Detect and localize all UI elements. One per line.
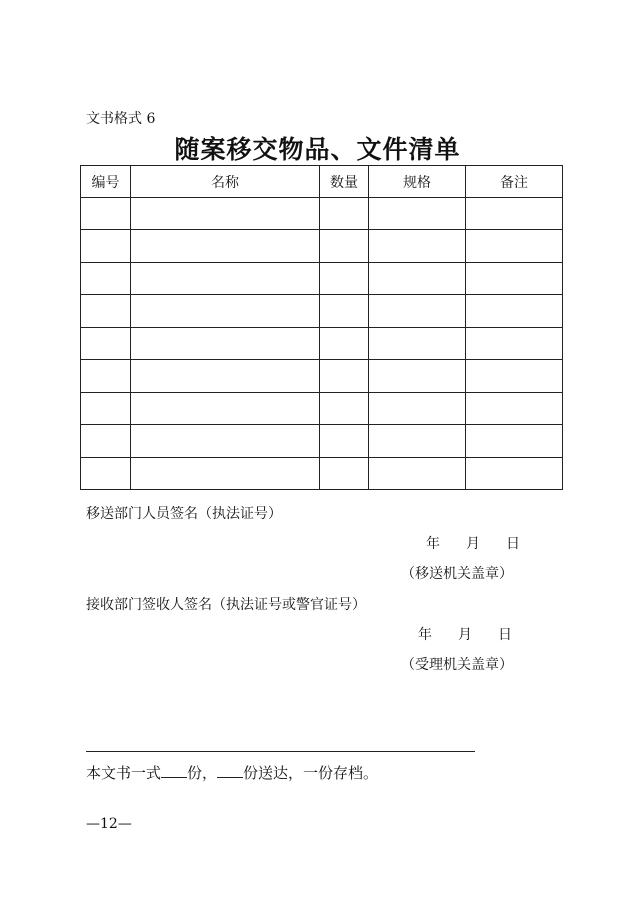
cell-spec[interactable]	[369, 230, 466, 262]
cell-remarks[interactable]	[466, 295, 563, 327]
copies-blank-delivered[interactable]	[217, 763, 243, 778]
table-row	[81, 425, 563, 457]
receive-day-label: 日	[498, 627, 512, 643]
cell-remarks[interactable]	[466, 327, 563, 359]
transfer-day-label: 日	[506, 536, 520, 552]
cell-quantity[interactable]	[320, 425, 369, 457]
cell-quantity[interactable]	[320, 295, 369, 327]
cell-remarks[interactable]	[466, 425, 563, 457]
cell-spec[interactable]	[369, 262, 466, 294]
table-row	[81, 457, 563, 490]
copies-text-1: 本文书一式	[86, 764, 162, 782]
cell-quantity[interactable]	[320, 230, 369, 262]
cell-spec[interactable]	[369, 198, 466, 230]
cell-quantity[interactable]	[320, 198, 369, 230]
cell-spec[interactable]	[369, 327, 466, 359]
cell-spec[interactable]	[369, 360, 466, 392]
cell-spec[interactable]	[369, 295, 466, 327]
cell-remarks[interactable]	[466, 457, 563, 490]
cell-name[interactable]	[131, 327, 320, 359]
page-number: —12—	[86, 816, 132, 832]
cell-number[interactable]	[81, 392, 131, 424]
receive-seal-note: （受理机关盖章）	[401, 657, 513, 673]
column-header-spec: 规格	[369, 166, 466, 198]
table-row	[81, 295, 563, 327]
cell-number[interactable]	[81, 425, 131, 457]
cell-number[interactable]	[81, 262, 131, 294]
cell-name[interactable]	[131, 425, 320, 457]
receive-month-label: 月	[458, 627, 472, 643]
document-format-label: 文书格式 6	[86, 111, 156, 127]
cell-quantity[interactable]	[320, 392, 369, 424]
cell-name[interactable]	[131, 230, 320, 262]
copies-text-3: 份送达，一份存档。	[243, 764, 379, 782]
receive-year-label: 年	[418, 627, 432, 643]
cell-quantity[interactable]	[320, 327, 369, 359]
column-header-name: 名称	[131, 166, 320, 198]
cell-name[interactable]	[131, 392, 320, 424]
table-row	[81, 392, 563, 424]
cell-quantity[interactable]	[320, 262, 369, 294]
column-header-quantity: 数量	[320, 166, 369, 198]
cell-remarks[interactable]	[466, 360, 563, 392]
cell-remarks[interactable]	[466, 392, 563, 424]
cell-number[interactable]	[81, 198, 131, 230]
item-list-table	[80, 165, 563, 490]
cell-spec[interactable]	[369, 392, 466, 424]
transfer-signature-label: 移送部门人员签名（执法证号）	[86, 506, 282, 522]
column-header-remarks: 备注	[466, 166, 563, 198]
cell-number[interactable]	[81, 230, 131, 262]
cell-name[interactable]	[131, 198, 320, 230]
transfer-year-label: 年	[426, 536, 440, 552]
table-row	[81, 327, 563, 359]
document-title: 随案移交物品、文件清单	[174, 135, 461, 164]
copies-text-2: 份，	[187, 764, 218, 782]
cell-name[interactable]	[131, 360, 320, 392]
cell-number[interactable]	[81, 327, 131, 359]
copies-blank-total[interactable]	[161, 763, 187, 778]
cell-name[interactable]	[131, 457, 320, 490]
table-row	[81, 230, 563, 262]
table-row	[81, 360, 563, 392]
receive-date	[418, 624, 512, 644]
cell-number[interactable]	[81, 360, 131, 392]
column-header-number: 编号	[81, 166, 131, 198]
cell-remarks[interactable]	[466, 198, 563, 230]
cell-spec[interactable]	[369, 457, 466, 490]
cell-spec[interactable]	[369, 425, 466, 457]
table-header-row	[81, 166, 563, 198]
transfer-month-label: 月	[466, 536, 480, 552]
receive-signature-label: 接收部门签收人签名（执法证号或警官证号）	[86, 597, 366, 613]
cell-quantity[interactable]	[320, 360, 369, 392]
cell-remarks[interactable]	[466, 262, 563, 294]
table-row	[81, 262, 563, 294]
cell-number[interactable]	[81, 295, 131, 327]
table-row	[81, 198, 563, 230]
transfer-date	[426, 533, 520, 553]
cell-number[interactable]	[81, 457, 131, 490]
copies-statement	[86, 762, 378, 783]
cell-name[interactable]	[131, 262, 320, 294]
transfer-seal-note: （移送机关盖章）	[401, 566, 513, 582]
cell-name[interactable]	[131, 295, 320, 327]
footer-divider	[86, 751, 475, 752]
cell-quantity[interactable]	[320, 457, 369, 490]
cell-remarks[interactable]	[466, 230, 563, 262]
